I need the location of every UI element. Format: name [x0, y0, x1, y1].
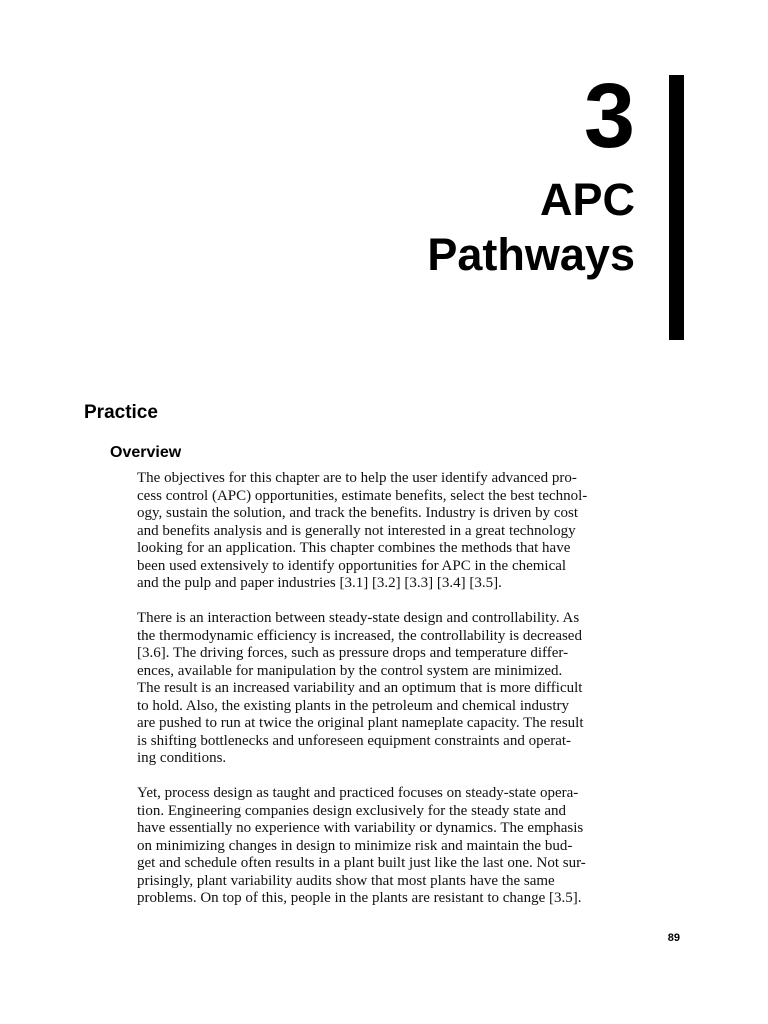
page-number: 89 — [667, 932, 680, 944]
chapter-title-line-2: Pathways — [427, 229, 635, 280]
chapter-side-bar — [669, 75, 684, 340]
chapter-number: 3 — [583, 65, 635, 167]
body-text — [137, 470, 677, 925]
section-heading: Practice — [84, 402, 158, 423]
paragraph-2: There is an interaction between steady-state design and controllability. As the thermodynamic efficiency is increased, the controllability is decreased [3.6]. The driving forces, such as pressure drops and temperature differ- ences, available for manipulation by the control system are minimized. The result is an increased variability and an optimum that is more difficult to hold. Also, the existing plants in the petroleum and chemical industry are pushed to run at twice the original plant nameplate capacity. The result is shifting bottlenecks and unforeseen equipment constraints and operat- ing conditions. — [137, 610, 584, 766]
subsection-heading: Overview — [110, 444, 182, 461]
chapter-title — [427, 172, 635, 282]
paragraph-1: The objectives for this chapter are to help the user identify advanced pro- cess control (APC) opportunities, estimate benefits, select the best technol- ogy, sustain the solution, and track the benefits. Industry is driven by cost and benefits analysis and is generally not interested in a great technology looking for an application. This chapter combines the methods that have been used extensively to identify opportunities for APC in the chemical and the pulp and paper industries [3.1] [3.2] [3.3] [3.4] [3.5]. — [137, 470, 588, 591]
paragraph-3: Yet, process design as taught and practiced focuses on steady-state opera- tion. Engineering companies design exclusively for the steady state and have essentially no experience with variability or dynamics. The emphasis on minimizing changes in design to minimize risk and maintain the bud- get and schedule often results in a plant built just like the last one. Not sur- prisingly, plant variability audits show that most plants have the same problems. On top of this, people in the plants are resistant to change [3.5]. — [137, 785, 586, 906]
chapter-title-line-1: APC — [539, 174, 635, 225]
